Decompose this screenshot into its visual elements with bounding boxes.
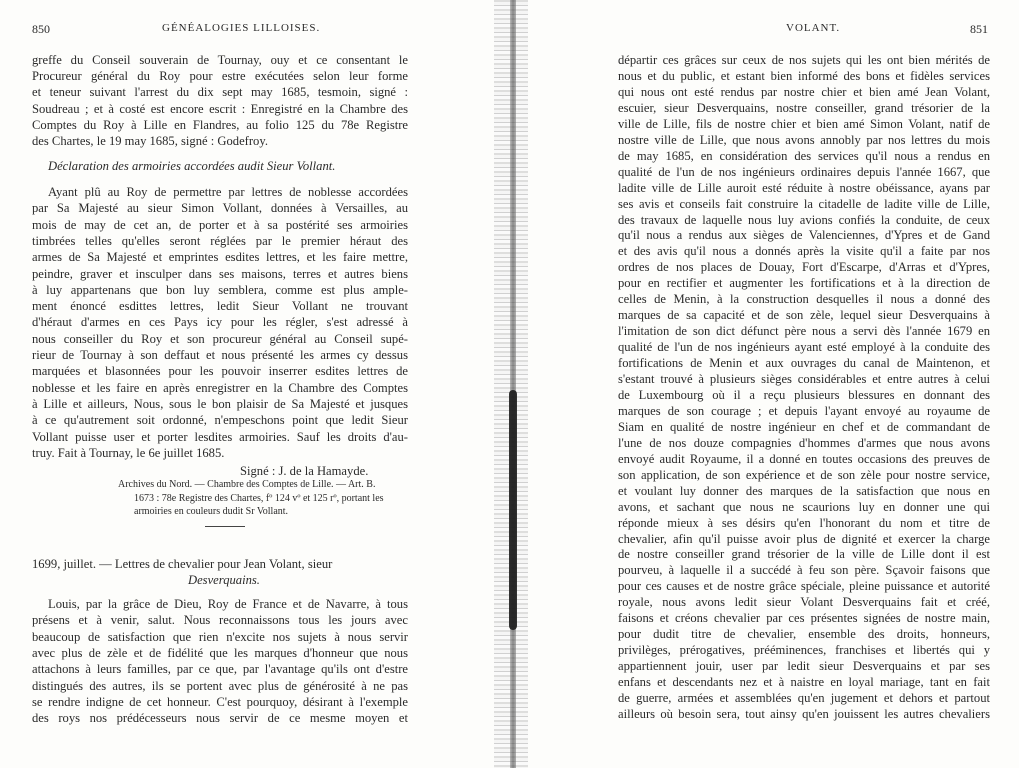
text-line: royale, nous avons ledit sieur Volant Desverquains fait et créé,	[618, 595, 990, 610]
text-line: attachons à leurs familles, par ce que, par l'avantage qu'ils ont d'estre	[32, 662, 408, 677]
signature: Signé : J. de la Hamayde.	[240, 464, 369, 478]
text-line: escuier, sieur Desverquains, nostre conseiller, grand trésorier de la	[618, 100, 990, 115]
text-line: armes de Sa Majesté et emprintes esdites lettres, et les faire mettre,	[32, 250, 408, 265]
section-heading: Déclaration des armoiries accordées audit Sieur Vollant.	[48, 159, 336, 173]
text-line: ment énoncé esdittes lettres, ledit Sieur Vollant ne trouvant	[32, 299, 408, 314]
text-line: de may 1685, en considération des services qu'il nous a rendus en	[618, 148, 990, 163]
text-line: à luy appartenans que bon luy semblera, comme est plus ample-	[32, 282, 408, 297]
text-line: ailleurs où besoin sera, tout ainsy qu'en jouissent les autres chevaliers	[618, 706, 990, 721]
text-line: avons, et sachant que nous ne scaurions luy en donner une qui	[618, 499, 990, 514]
right-page	[520, 0, 1019, 768]
text-line: fortifications de Menin et aux ouvrages du canal de Maintenon, et	[618, 356, 990, 371]
text-line: marques de sa capacité et de son zèle, lequel sieur Desverquains à	[618, 308, 990, 323]
text-line: Procureur général du Roy pour estre exécutées selon leur forme	[32, 69, 408, 84]
text-line: et des avis qu'il nous a donnés après la visite qu'il a faite par nos	[618, 244, 990, 259]
text-line: rieur de Tournay à son deffaut et nous présenté les armes cy dessus	[32, 348, 408, 362]
text-line: à Lille et ailleurs, Nous, sous le bon plaisir de Sa Majesté et jusques	[32, 396, 408, 411]
running-head: VOLANT.	[786, 22, 841, 34]
text-line: celles de Menin, à la construction desquelles il nous a donné des	[618, 292, 990, 307]
text-line: ordres de nos places de Douay, Fort d'Escarpe, d'Arras et d'Ypres,	[618, 260, 990, 275]
text-line: avec plus de zèle et de fidélité que les marques d'honneur que nous	[32, 645, 408, 660]
section-heading: Desverquains.	[188, 573, 260, 587]
text-line: présens et à venir, salut. Nous reconnaissons tous les jours avec	[32, 613, 408, 628]
text-line: des roys nos prédécesseurs nous servir de ce mesme moyen et	[32, 711, 408, 726]
text-line: pour ces causes et de nostre grâce spéciale, pleine puissance et autorité	[618, 579, 990, 594]
text-line: faisons et créons chevalier par ces présentes signées de nostre main,	[618, 611, 990, 626]
text-line: noblesse et les faire en après enregistrer en la Chambre des Comptes	[32, 380, 408, 395]
text-line: privilèges, prérogatives, prééminences, franchises et libertés qui y	[618, 643, 990, 658]
page-number: 850	[32, 22, 50, 36]
text-line: Soudreau ; et à costé est encore escrit : Enregistré en la Chambre des	[32, 101, 408, 116]
text-line: et voulant luy donner des marques de la satisfaction que nous en	[618, 483, 990, 498]
text-line: Ayant plû au Roy de permettre par lettres de noblesse accordées	[48, 185, 408, 199]
archive-note: Archives du Nord. — Chambre des Comptes de Lille. — Art. B.	[118, 479, 376, 490]
text-line: qu'il nous a rendus aux sièges de Valenciennes, d'Ypres et de Gand	[618, 228, 990, 243]
text-line: à ce qu'autrement soit ordonné, n'empeschons point que ledit Sieur	[32, 413, 408, 428]
text-line: truy. Fait à Tournay, le 6e juillet 1685.	[32, 445, 225, 460]
text-line: qualité de l'un de nos ingénieurs ordinaires depuis l'année 1667, que	[618, 164, 990, 179]
text-line: de guerre, armées et assemblées qu'en jugement et dehors et partout	[618, 691, 990, 705]
spine-ink-mark	[509, 390, 517, 630]
text-line: marques de son courage ; et depuis l'ayant envoyé au royaume de	[618, 403, 990, 418]
text-line: Vollant puisse user et porter lesdites armoiries. Sauf les droits d'au-	[32, 429, 408, 444]
section-heading: 1699, juillet. — Lettres de chevalier pour Jean Volant, sieur	[32, 557, 333, 571]
text-line: enfans et descendants nez et à naistre en loyal mariage, tant en fait	[618, 675, 990, 690]
text-line: qualité de l'un de nos ingénieurs ayant esté employé à la conduite des	[618, 340, 990, 355]
text-line: Louis, par la grâce de Dieu, Roy de France et de Navarre, à tous	[48, 597, 408, 611]
text-line: ville de Lille, fils de nostre chier et bien amé Simon Volant, natif de	[618, 116, 990, 131]
text-line: greffe du Conseil souverain de Tournay, ouy et ce consentant le	[32, 53, 408, 67]
text-line: s'estant trouvé à plusieurs sièges considérables et entre autres à celui	[618, 372, 990, 386]
text-line: nous et du public, et estant bien informé des bons et fidèles services	[618, 68, 990, 83]
text-line: l'une de nos douze compagnies d'hommes d'armes que nous avons	[618, 435, 990, 450]
archive-note: armoiries en couleurs dudit Sr Vollant.	[134, 506, 289, 517]
text-line: son application, de son expérience et de son zèle pour nostre service,	[618, 467, 990, 482]
text-line: marquées et blasonnées pour les pouvoir inserrer esdites lettres de	[32, 364, 408, 379]
text-line: départir ces grâces sur ceux de nos sujets qui les ont bien mérités de	[618, 53, 990, 67]
text-line: réponde mieux à ses désirs qu'en l'honorant du nom et titre de	[618, 515, 990, 530]
left-page	[0, 0, 500, 768]
text-line: ses avis et conseils fait construire la citadelle de ladite ville de Lille,	[618, 196, 990, 211]
archive-note: 1673 : 78e Registre des Chartes, fº 124 vº et 125 rº, portant les	[134, 492, 384, 504]
text-line: appartiennent jouir, user par ledit sieur Desverquains et par ses	[618, 659, 990, 674]
text-line: de Luxembourg où il a reçu plusieurs blessures en donnant des	[618, 387, 990, 402]
text-line: se rendre indigne de cet honneur. C'est pourquoy, désirant à l'exemple	[32, 694, 408, 709]
text-line: de nostre conseiller grand trésorier de la ville de Lille dont il est	[618, 547, 990, 562]
text-line: l'imitation de son dict défunct père nous a servi dès l'année 1679 en	[618, 324, 990, 339]
text-line: beaucoup de satisfaction que rien n'excite nos sujets à nous servir	[32, 629, 408, 644]
text-line: pourveu, à laquelle il a succédé à feu son père. Sçavoir faisons que	[618, 563, 990, 578]
text-line: Siam en qualité de nostre ingénieur en chef et de commandant de	[618, 419, 990, 434]
text-line: par Sa Majesté au sieur Simon Vollant, données à Versailles, au	[32, 201, 408, 216]
page-number: 851	[970, 22, 988, 36]
text-line: chevalier, afin qu'il puisse avoir plus de dignité et exercer la charge	[618, 531, 990, 546]
book-spine-shadow	[510, 0, 516, 768]
running-head: GÉNÉALOGIES LILLOISES.	[162, 22, 321, 34]
text-line: peindre, graver et insculper dans ses maisons, terres et autres biens	[32, 266, 408, 281]
text-line: timbrées telles qu'elles seront réglées par le premier héraut des	[32, 233, 408, 248]
text-line: des travaux de laquelle nous luy avions confiés la conduite, de ceux	[618, 212, 990, 227]
text-line: mois de may de cet an, de porter et à sa postérité ses armoiries	[32, 217, 408, 232]
text-line: ladite ville de Lille auroit esté réduite à nostre obéissance, ayans par	[618, 180, 990, 195]
text-line: pour dudit titre de chevalier, ensemble des droits, honneurs,	[618, 627, 990, 642]
text-line: pour en rectifier et augmenter les fortifications et à la direction de	[618, 276, 990, 291]
text-line: nostre ville de Lille, que nous avons annobly par nos lettres du mois	[618, 132, 990, 147]
text-line: des Chartes, le 19 may 1685, signé : Godefroy.	[32, 134, 268, 148]
text-line: envoyé audit Royaume, il a donné en toutes occasions des preuves de	[618, 451, 990, 466]
text-line: qui nous ont esté rendus par nostre chier et bien amé Jean Volant,	[618, 84, 990, 99]
text-line: et teneur suivant l'arrest du dix sept may 1685, tesmoin, signé :	[32, 85, 408, 100]
text-line: Comptes du Roy à Lille en Flandres, au folio 125 du 78e Registre	[32, 117, 408, 132]
text-line: distingués des autres, ils se portent avec plus de générosité à ne pas	[32, 678, 408, 693]
text-line: d'héraut d'armes en ces Pays icy pour les régler, s'est adressé à	[32, 315, 408, 330]
separator-rule	[205, 526, 245, 527]
text-line: nous conseiller du Roy et son procureur général au Conseil supé-	[32, 331, 408, 346]
